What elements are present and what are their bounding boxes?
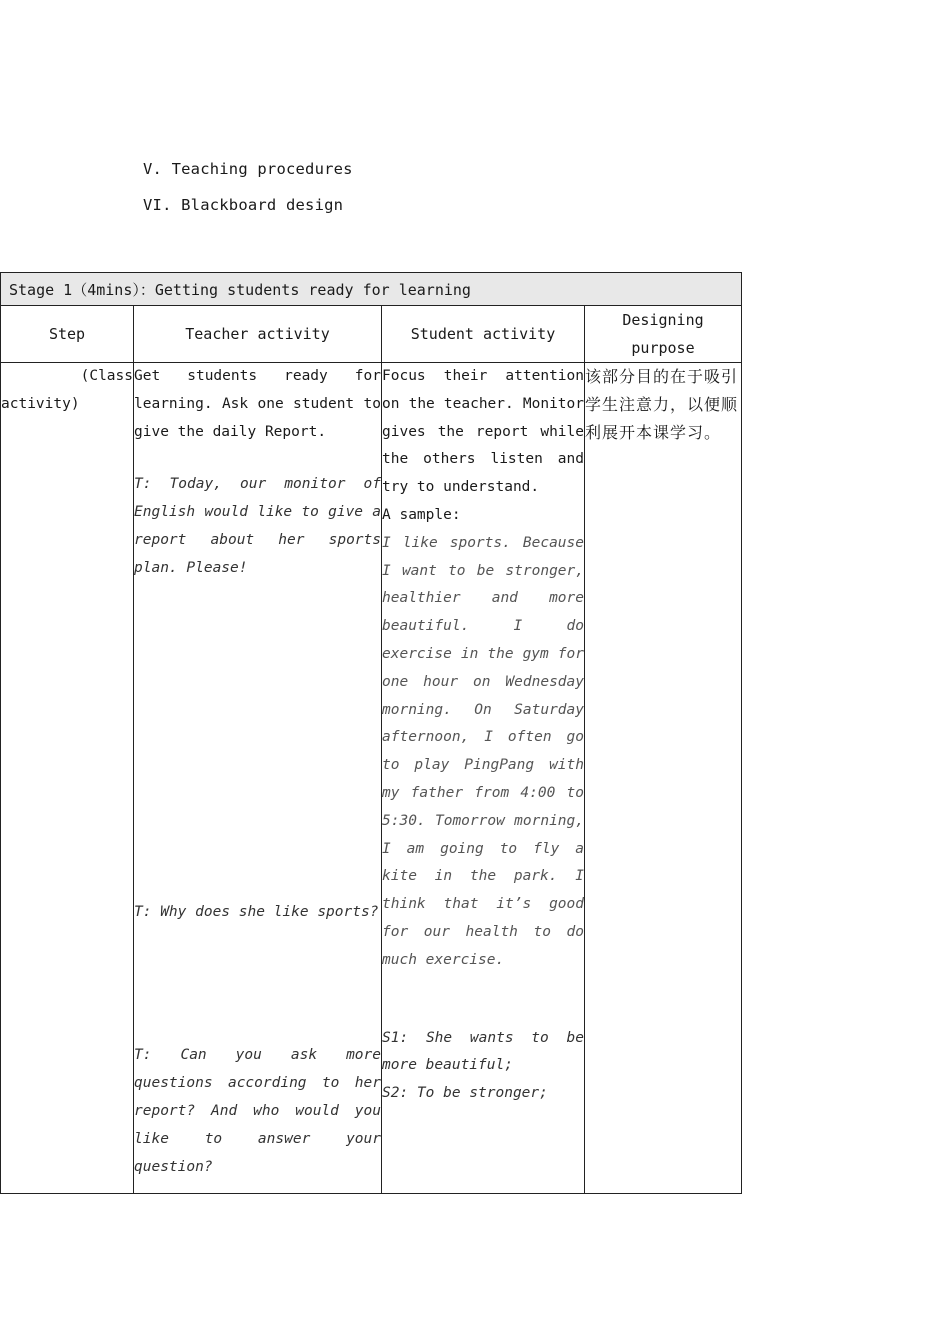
teacher-line-1: T: Today, our monitor of English would like to give a report about her sports plan. Please! xyxy=(134,476,381,576)
stage-row xyxy=(1,273,742,306)
student-answer-1: S1: She wants to be more beautiful; xyxy=(382,1029,584,1074)
step-label-line2: activity) xyxy=(1,395,80,412)
student-intro: Focus their attention on the teacher. Monitor gives the report while the others listen and try to understand. xyxy=(382,368,584,496)
column-header-teacher-activity: Teacher activity xyxy=(134,306,382,363)
section-heading-teaching-procedures: V. Teaching procedures xyxy=(143,160,353,178)
column-header-step: Step xyxy=(1,306,134,363)
lesson-plan-table xyxy=(0,272,742,1194)
purpose-header-line2: purpose xyxy=(631,339,695,357)
teacher-line-2: T: Why does she like sports? xyxy=(134,903,379,920)
teacher-intro: Get students ready for learning. Ask one student to give the daily Report. xyxy=(134,368,381,440)
designing-purpose-cell xyxy=(585,363,742,1194)
teacher-activity-cell xyxy=(134,363,382,1194)
step-cell xyxy=(1,363,134,1194)
sample-label: A sample: xyxy=(382,506,461,523)
stage-title: Stage 1（4mins）：Getting students ready for learning xyxy=(1,273,742,306)
column-header-designing-purpose xyxy=(585,306,742,363)
student-activity-cell xyxy=(382,363,585,1194)
section-heading-blackboard-design: VI. Blackboard design xyxy=(143,196,344,214)
step-label-line1: (Class xyxy=(80,368,133,384)
purpose-text: 该部分目的在于吸引学生注意力，以便顺利展开本课学习。 xyxy=(585,367,739,442)
header-row xyxy=(1,306,742,363)
sample-report: I like sports. Because I want to be stronger, healthier and more beautiful. I do exercise in the gym for one hour on Wednesday morning. On Saturday afternoon, I often go to play PingPang with my father from 4:00 to 5:30. Tomorrow morning, I am going to fly a kite in the park. I think that it’s good for our health to do much exercise. xyxy=(382,534,584,968)
purpose-header-line1: Designing xyxy=(622,311,704,329)
column-header-student-activity: Student activity xyxy=(382,306,585,363)
table-row xyxy=(1,363,742,1194)
student-answer-2: S2: To be stronger; xyxy=(382,1085,548,1102)
teacher-line-3: T: Can you ask more questions according to her report? And who would you like to answer your question? xyxy=(134,1047,381,1175)
